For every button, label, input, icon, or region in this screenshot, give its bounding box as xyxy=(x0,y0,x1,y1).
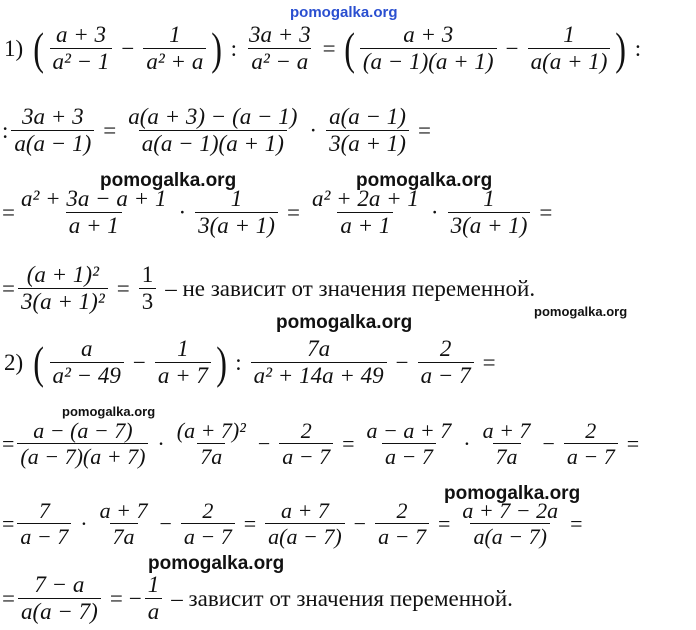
paren-open: ( xyxy=(343,22,355,74)
operator: − xyxy=(121,35,135,61)
fraction xyxy=(246,22,314,76)
numerator: 1 xyxy=(141,262,154,287)
p1-label: 1) xyxy=(4,35,24,61)
denominator: a − 7 xyxy=(418,362,474,389)
denominator: 3(a + 1) xyxy=(326,130,409,157)
denominator: (a − 7)(a + 7) xyxy=(17,443,148,469)
p2-line4 xyxy=(2,572,513,626)
fraction xyxy=(18,572,101,626)
numerator: 2 xyxy=(585,418,597,443)
paren-open: ( xyxy=(33,22,45,74)
numerator: a(a − 1) xyxy=(329,104,406,129)
fraction xyxy=(375,498,429,550)
fraction xyxy=(155,336,211,390)
numerator: 2 xyxy=(300,418,312,443)
numerator: 2 xyxy=(439,336,452,361)
denominator: a² − 1 xyxy=(50,48,113,75)
denominator: a(a − 1)(a + 1) xyxy=(139,130,287,157)
numerator: a + 7 xyxy=(280,498,329,523)
fraction xyxy=(143,22,206,76)
fraction xyxy=(145,572,163,626)
operator: = xyxy=(2,199,15,225)
denominator: a(a − 1) xyxy=(11,130,94,157)
denominator: a − 7 xyxy=(375,523,429,549)
operator: − xyxy=(542,430,555,456)
operator: = xyxy=(2,510,15,536)
numerator: 1 xyxy=(483,186,495,211)
operator: = xyxy=(437,510,451,536)
operator: = xyxy=(2,430,15,456)
operator: = xyxy=(626,430,640,456)
fraction xyxy=(11,104,94,158)
paren-close: ) xyxy=(211,22,223,74)
conclusion-text: – зависит от значения переменной. xyxy=(171,585,513,611)
operator: = xyxy=(2,585,15,611)
p2-label: 2) xyxy=(4,349,24,375)
watermark[interactable]: pomogalka.org xyxy=(62,404,156,419)
operator: = xyxy=(243,510,257,536)
denominator: 7a xyxy=(110,523,138,549)
watermark[interactable]: pomogalka.org xyxy=(534,304,628,319)
fraction xyxy=(50,22,113,76)
fraction xyxy=(326,104,409,158)
numerator: 3a + 3 xyxy=(249,22,311,47)
numerator: 1 xyxy=(230,186,243,211)
numerator: 1 xyxy=(169,22,181,47)
watermark[interactable]: pomogalka.org xyxy=(100,170,237,191)
fraction xyxy=(309,186,422,240)
fraction xyxy=(195,186,278,240)
fraction xyxy=(279,418,333,470)
numerator: a − (a − 7) xyxy=(33,418,133,443)
denominator: a² + a xyxy=(143,48,206,75)
numerator: 1 xyxy=(563,22,575,47)
denominator: 7a xyxy=(493,443,521,469)
numerator: (a + 7)² xyxy=(176,418,246,443)
numerator: a + 7 xyxy=(99,498,148,523)
p1-line1 xyxy=(4,22,647,76)
numerator: a + 7 xyxy=(482,418,531,443)
watermark[interactable]: pomogalka.org xyxy=(276,312,413,333)
denominator: a(a + 1) xyxy=(528,48,611,75)
operator: : xyxy=(235,349,242,375)
operator: = xyxy=(103,117,117,143)
operator: − xyxy=(257,430,271,456)
operator: = xyxy=(539,199,553,225)
fraction xyxy=(50,336,124,390)
fraction xyxy=(17,498,71,550)
numerator: a² + 2a + 1 xyxy=(311,186,419,211)
watermark[interactable]: pomogalka.org xyxy=(444,483,581,504)
denominator: a² − a xyxy=(248,48,311,75)
numerator: 2 xyxy=(202,498,214,523)
fraction xyxy=(418,336,474,390)
numerator: (a + 1)² xyxy=(26,262,99,287)
operator: − xyxy=(353,510,367,536)
denominator: 3 xyxy=(139,288,157,315)
operator: = xyxy=(482,349,496,375)
operator: = xyxy=(286,199,300,225)
p1-line2 xyxy=(2,104,437,158)
fraction xyxy=(125,104,300,158)
numerator: a(a + 3) − (a − 1) xyxy=(128,104,298,129)
operator: − xyxy=(395,349,409,375)
p1-line4 xyxy=(2,262,535,316)
denominator: a² + 14a + 49 xyxy=(251,362,387,389)
paren-close: ) xyxy=(615,22,627,74)
numerator: a xyxy=(80,336,93,361)
fraction xyxy=(139,262,157,316)
numerator: 3a + 3 xyxy=(22,104,84,129)
numerator: 1 xyxy=(147,572,160,597)
operator: = xyxy=(417,117,431,143)
operator: − xyxy=(505,35,519,61)
denominator: a − 7 xyxy=(564,443,618,469)
denominator: a − 7 xyxy=(17,523,71,549)
numerator: 2 xyxy=(396,498,408,523)
numerator: 7a xyxy=(307,336,331,361)
fraction xyxy=(18,262,108,316)
operator: : xyxy=(230,35,238,61)
operator: = xyxy=(570,510,583,536)
operator: · xyxy=(463,430,471,456)
operator: · xyxy=(178,199,187,225)
numerator: a + 3 xyxy=(55,22,106,47)
fraction xyxy=(18,186,169,240)
operator: = xyxy=(322,35,336,61)
fraction xyxy=(17,418,148,470)
operator: − xyxy=(159,510,172,536)
denominator: a(a − 7) xyxy=(18,598,101,625)
denominator: a − 7 xyxy=(279,443,333,469)
numerator: 7 xyxy=(38,498,50,523)
denominator: a(a − 7) xyxy=(265,523,345,549)
paren-close: ) xyxy=(216,336,227,388)
fraction xyxy=(181,498,235,550)
fraction xyxy=(97,498,151,550)
operator: · xyxy=(157,430,165,456)
p2-line1 xyxy=(4,336,502,390)
fraction xyxy=(174,418,249,470)
denominator: 3(a + 1) xyxy=(448,212,531,239)
denominator: a + 7 xyxy=(155,362,211,389)
operator: : xyxy=(634,35,642,61)
operator: = xyxy=(116,275,130,301)
denominator: a + 1 xyxy=(66,212,122,239)
numerator: a + 3 xyxy=(403,22,454,47)
operator: : xyxy=(2,117,9,143)
fraction xyxy=(251,336,387,390)
operator: − xyxy=(128,585,142,611)
operator: · xyxy=(309,117,318,143)
denominator: (a − 1)(a + 1) xyxy=(360,48,497,75)
operator: − xyxy=(132,349,146,375)
fraction xyxy=(448,186,531,240)
denominator: a − 7 xyxy=(181,523,235,549)
watermark-top[interactable]: pomogalka.org xyxy=(290,4,398,21)
operator: = xyxy=(109,585,123,611)
watermark[interactable]: pomogalka.org xyxy=(148,553,285,574)
operator: · xyxy=(80,510,88,536)
fraction xyxy=(528,22,611,76)
denominator: 7a xyxy=(197,443,225,469)
operator: = xyxy=(2,275,15,301)
paren-open: ( xyxy=(33,336,45,388)
p1-line3 xyxy=(2,186,558,240)
fraction xyxy=(459,498,561,550)
numerator: a − a + 7 xyxy=(366,418,452,443)
conclusion-text: – не зависит от значения переменной. xyxy=(165,275,536,301)
operator: · xyxy=(430,199,439,225)
denominator: a xyxy=(145,598,163,625)
denominator: a + 1 xyxy=(337,212,393,239)
fraction xyxy=(564,418,618,470)
fraction xyxy=(360,22,497,76)
fraction xyxy=(480,418,534,470)
numerator: a + 7 − 2a xyxy=(462,498,559,523)
denominator: a − 7 xyxy=(382,443,436,469)
denominator: a(a − 7) xyxy=(470,523,550,549)
watermark[interactable]: pomogalka.org xyxy=(356,170,493,191)
numerator: 1 xyxy=(177,336,189,361)
denominator: 3(a + 1) xyxy=(195,212,278,239)
numerator: a² + 3a − a + 1 xyxy=(20,186,167,211)
numerator: 7 − a xyxy=(34,572,85,597)
fraction xyxy=(364,418,455,470)
p2-line2 xyxy=(2,418,645,470)
p2-line3 xyxy=(2,498,589,550)
operator: = xyxy=(342,430,355,456)
denominator: a² − 49 xyxy=(50,362,124,389)
fraction xyxy=(265,498,345,550)
denominator: 3(a + 1)² xyxy=(18,288,108,315)
